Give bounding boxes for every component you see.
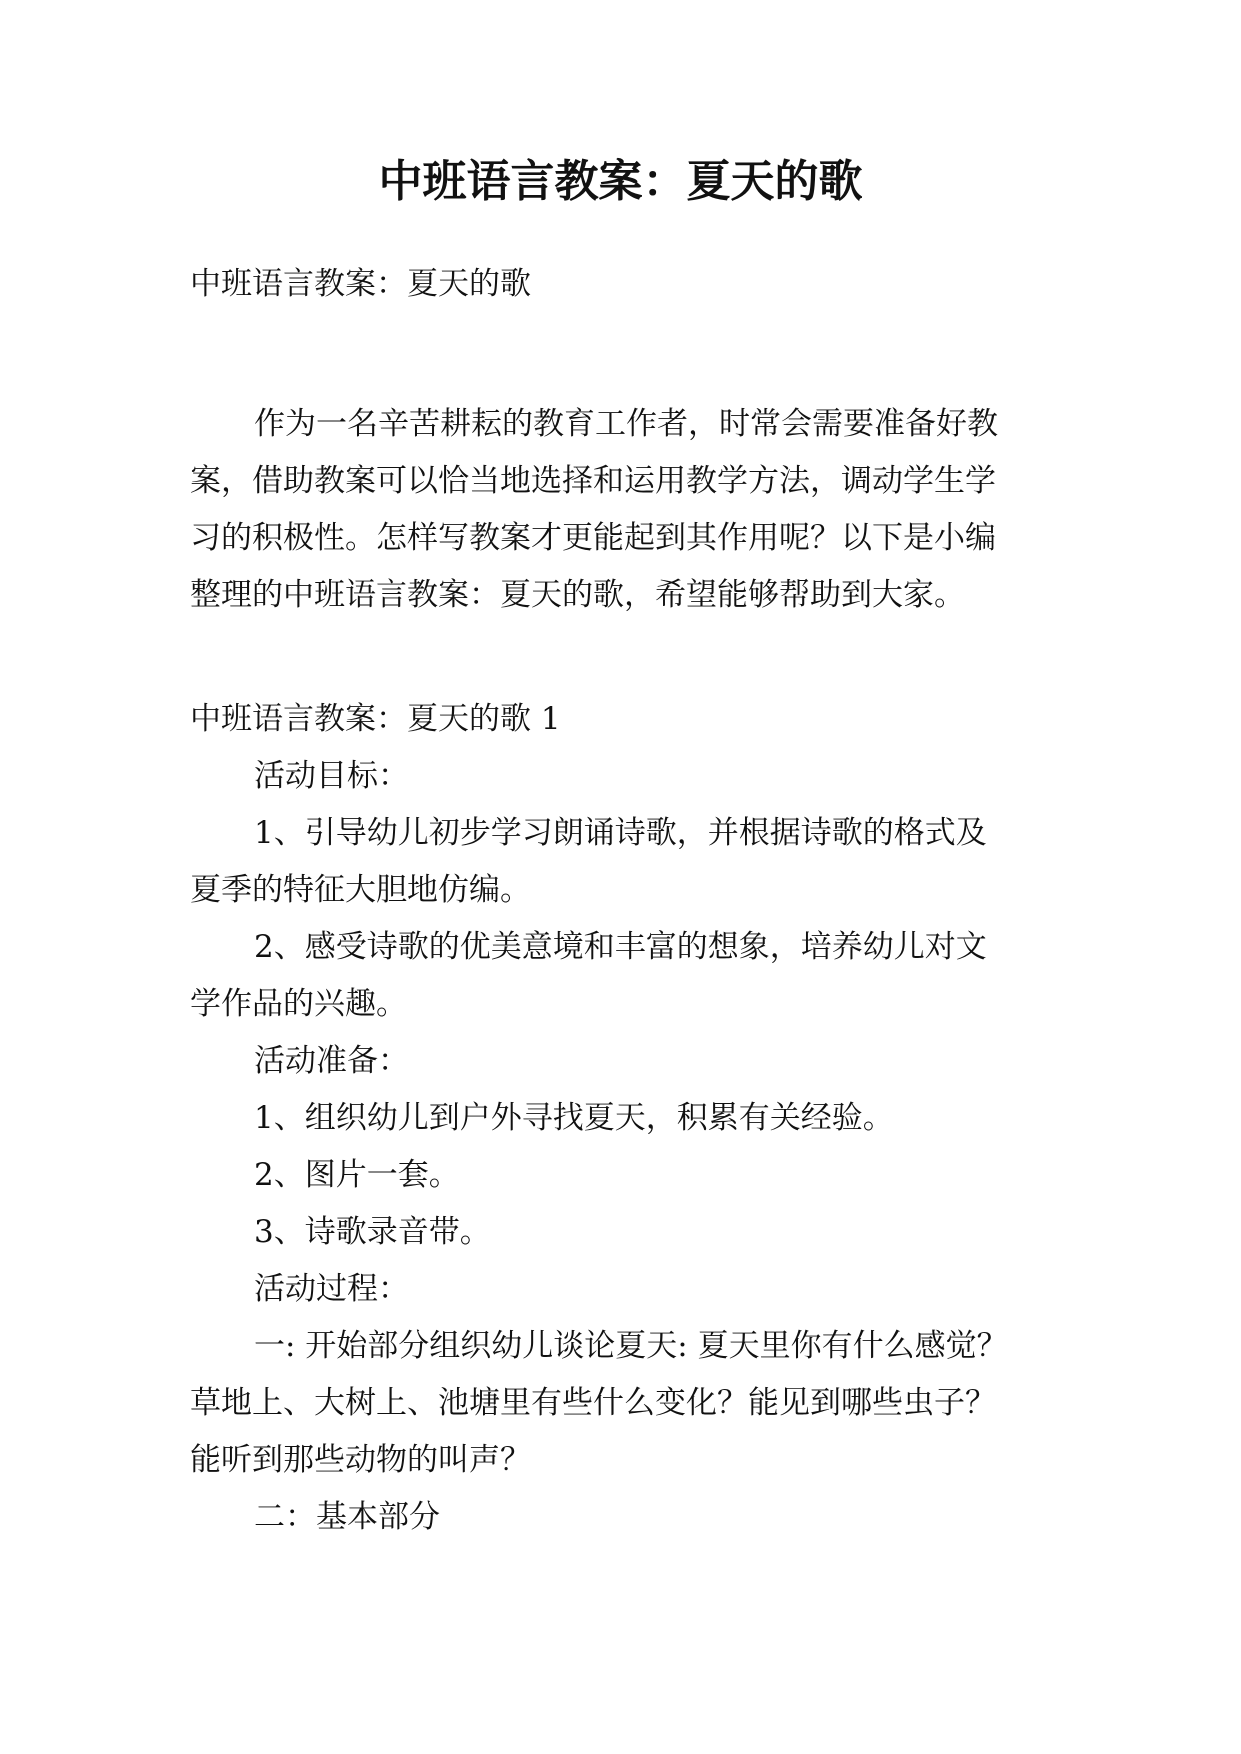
text-line-process-1c: 能听到那些动物的叫声？ xyxy=(190,1442,531,1478)
text-line-process-1b: 草地上、大树上、池塘里有些什么变化？能见到哪些虫子？ xyxy=(190,1385,996,1421)
text-line-process-label: 活动过程： xyxy=(254,1271,409,1307)
text-line-goal-2a: 2、感受诗歌的优美意境和丰富的想象，培养幼儿对文 xyxy=(254,929,987,965)
text-line-goals-label: 活动目标： xyxy=(254,758,409,794)
text-line-intro-4: 整理的中班语言教案：夏天的歌，希望能够帮助到大家。 xyxy=(190,577,965,613)
text-line-prep-label: 活动准备： xyxy=(254,1043,409,1079)
text-line-intro-1: 作为一名辛苦耕耘的教育工作者，时常会需要准备好教 xyxy=(254,406,998,442)
text-line-intro-3: 习的积极性。怎样写教案才更能起到其作用呢？以下是小编 xyxy=(190,520,996,556)
text-line-process-1a: 一: 开始部分组织幼儿谈论夏天: 夏天里你有什么感觉？ xyxy=(254,1328,1008,1364)
text-line-heading: 中班语言教案：夏天的歌 xyxy=(190,266,531,302)
text-line-goal-1b: 夏季的特征大胆地仿编。 xyxy=(190,872,531,908)
text-line-intro-2: 案，借助教案可以恰当地选择和运用教学方法，调动学生学 xyxy=(190,463,996,499)
text-line-goal-2b: 学作品的兴趣。 xyxy=(190,986,407,1022)
text-line-process-2: 二：基本部分 xyxy=(254,1499,440,1535)
text-line-goal-1a: 1、引导幼儿初步学习朗诵诗歌，并根据诗歌的格式及 xyxy=(254,815,987,851)
text-line-prep-1: 1、组织幼儿到户外寻找夏天，积累有关经验。 xyxy=(254,1100,894,1136)
text-line-prep-3: 3、诗歌录音带。 xyxy=(254,1214,491,1250)
text-line-prep-2: 2、图片一套。 xyxy=(254,1157,460,1193)
text-line-section-heading: 中班语言教案：夏天的歌 1 xyxy=(190,701,561,737)
document-title: 中班语言教案：夏天的歌 xyxy=(378,156,863,207)
